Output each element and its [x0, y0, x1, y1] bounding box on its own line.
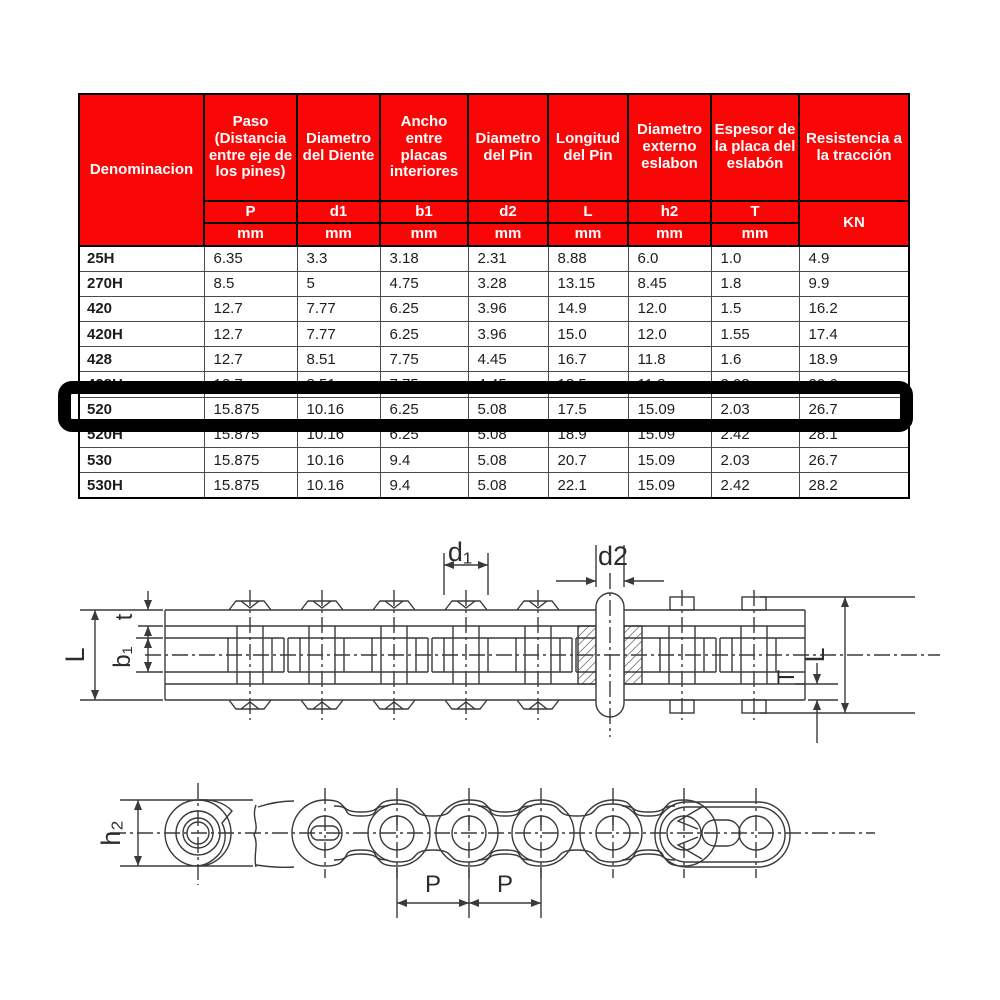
symbol-h2: h2	[628, 201, 711, 223]
dim-label-t: t	[111, 613, 138, 621]
table-body	[79, 246, 909, 498]
value-cell: 5.08	[468, 397, 548, 422]
chain-top-view-diagram	[60, 535, 980, 770]
value-cell: 2.03	[711, 372, 799, 397]
value-cell: 1.5	[711, 296, 799, 321]
value-cell: 15.875	[204, 397, 297, 422]
chain-side-view-diagram	[80, 763, 920, 978]
header-ancho-placas: Ancho entre placas interiores	[380, 94, 468, 201]
table-row	[79, 322, 909, 347]
value-cell: 15.875	[204, 422, 297, 447]
value-cell: 15.0	[548, 322, 628, 347]
value-cell: 6.25	[380, 322, 468, 347]
dim-label-d1: d₁	[447, 537, 473, 567]
value-cell: 28.2	[799, 473, 909, 498]
value-cell: 5.08	[468, 448, 548, 473]
value-cell: 18.9	[548, 422, 628, 447]
value-cell: 6.25	[380, 397, 468, 422]
value-cell: 15.09	[628, 422, 711, 447]
row-name-cell: 530	[79, 448, 204, 473]
symbol-b1: b1	[380, 201, 468, 223]
table-row	[79, 246, 909, 271]
value-cell: 2.42	[711, 422, 799, 447]
value-cell: 2.03	[711, 448, 799, 473]
value-cell: 12.7	[204, 372, 297, 397]
value-cell: 6.25	[380, 422, 468, 447]
symbol-T: T	[711, 201, 799, 223]
dim-label-T: T	[773, 669, 800, 685]
dim-label-h2: h₂	[96, 820, 126, 846]
value-cell: 6.35	[204, 246, 297, 271]
value-cell: 4.9	[799, 246, 909, 271]
row-name-cell: 530H	[79, 473, 204, 498]
header-diametro-pin: Diametro del Pin	[468, 94, 548, 201]
unit-mm: mm	[711, 223, 799, 246]
dim-label-L-right: L	[800, 647, 830, 663]
value-cell: 2.31	[468, 246, 548, 271]
unit-mm: mm	[468, 223, 548, 246]
value-cell: 16.2	[799, 296, 909, 321]
value-cell: 12.7	[204, 322, 297, 347]
value-cell: 8.88	[548, 246, 628, 271]
value-cell: 6.25	[380, 296, 468, 321]
dim-label-b1: b₁	[109, 646, 136, 668]
dim-label-L-left: L	[60, 647, 90, 663]
header-denominacion: Denominacion	[79, 94, 204, 246]
value-cell: 17.4	[799, 322, 909, 347]
value-cell: 20.6	[799, 372, 909, 397]
value-cell: 9.9	[799, 271, 909, 296]
spec-table	[78, 93, 910, 499]
value-cell: 8.45	[628, 271, 711, 296]
symbol-P: P	[204, 201, 297, 223]
table-row	[79, 347, 909, 372]
unit-mm: mm	[297, 223, 380, 246]
row-name-cell: 520H	[79, 422, 204, 447]
symbol-KN: KN	[799, 201, 909, 246]
header-paso: Paso (Distancia entre eje de los pines)	[204, 94, 297, 201]
value-cell: 9.4	[380, 448, 468, 473]
value-cell: 6.0	[628, 246, 711, 271]
symbol-L: L	[548, 201, 628, 223]
unit-mm: mm	[628, 223, 711, 246]
row-name-cell: 420H	[79, 322, 204, 347]
value-cell: 8.5	[204, 271, 297, 296]
value-cell: 22.1	[548, 473, 628, 498]
value-cell: 10.16	[297, 448, 380, 473]
value-cell: 10.16	[297, 422, 380, 447]
value-cell: 1.55	[711, 322, 799, 347]
header-resistencia: Resistencia a la tracción	[799, 94, 909, 201]
value-cell: 1.0	[711, 246, 799, 271]
value-cell: 11.8	[628, 372, 711, 397]
symbol-d1: d1	[297, 201, 380, 223]
dim-label-d2: d2	[597, 541, 629, 571]
row-name-cell: 428H	[79, 372, 204, 397]
value-cell: 17.5	[548, 397, 628, 422]
value-cell: 7.77	[297, 296, 380, 321]
value-cell: 15.875	[204, 473, 297, 498]
value-cell: 2.03	[711, 397, 799, 422]
value-cell: 10.16	[297, 397, 380, 422]
value-cell: 7.77	[297, 322, 380, 347]
value-cell: 4.45	[468, 372, 548, 397]
value-cell: 26.7	[799, 397, 909, 422]
value-cell: 5.08	[468, 422, 548, 447]
highlight-box-row-520	[58, 381, 913, 432]
value-cell: 1.8	[711, 271, 799, 296]
dim-label-P2: P	[496, 871, 514, 898]
value-cell: 5.08	[468, 473, 548, 498]
value-cell: 20.7	[548, 448, 628, 473]
value-cell: 4.75	[380, 271, 468, 296]
value-cell: 18.9	[799, 347, 909, 372]
value-cell: 18.5	[548, 372, 628, 397]
value-cell: 8.51	[297, 347, 380, 372]
value-cell: 15.09	[628, 473, 711, 498]
value-cell: 4.45	[468, 347, 548, 372]
value-cell: 16.7	[548, 347, 628, 372]
value-cell: 11.8	[628, 347, 711, 372]
value-cell: 28.1	[799, 422, 909, 447]
header-espesor-placa: Espesor de la placa del eslabón	[711, 94, 799, 201]
value-cell: 8.51	[297, 372, 380, 397]
value-cell: 3.18	[380, 246, 468, 271]
value-cell: 12.0	[628, 296, 711, 321]
row-name-cell: 428	[79, 347, 204, 372]
value-cell: 26.7	[799, 448, 909, 473]
table-row	[79, 448, 909, 473]
header-diametro-externo: Diametro externo eslabon	[628, 94, 711, 201]
value-cell: 12.0	[628, 322, 711, 347]
row-name-cell: 420	[79, 296, 204, 321]
unit-mm: mm	[380, 223, 468, 246]
header-longitud-pin: Longitud del Pin	[548, 94, 628, 201]
dim-label-P1: P	[424, 871, 442, 898]
value-cell: 15.09	[628, 448, 711, 473]
value-cell: 3.28	[468, 271, 548, 296]
value-cell: 7.75	[380, 347, 468, 372]
value-cell: 2.42	[711, 473, 799, 498]
value-cell: 12.7	[204, 296, 297, 321]
row-name-cell: 25H	[79, 246, 204, 271]
value-cell: 9.4	[380, 473, 468, 498]
header-diametro-diente: Diametro del Diente	[297, 94, 380, 201]
table-row	[79, 473, 909, 498]
value-cell: 7.75	[380, 372, 468, 397]
value-cell: 15.09	[628, 397, 711, 422]
value-cell: 1.6	[711, 347, 799, 372]
value-cell: 12.7	[204, 347, 297, 372]
table-row	[79, 271, 909, 296]
value-cell: 3.3	[297, 246, 380, 271]
table-header	[79, 94, 909, 246]
row-name-cell: 520	[79, 397, 204, 422]
value-cell: 13.15	[548, 271, 628, 296]
value-cell: 3.96	[468, 296, 548, 321]
value-cell: 5	[297, 271, 380, 296]
row-name-cell: 270H	[79, 271, 204, 296]
value-cell: 3.96	[468, 322, 548, 347]
unit-mm: mm	[548, 223, 628, 246]
value-cell: 10.16	[297, 473, 380, 498]
value-cell: 14.9	[548, 296, 628, 321]
unit-mm: mm	[204, 223, 297, 246]
symbol-d2: d2	[468, 201, 548, 223]
table-row	[79, 296, 909, 321]
value-cell: 15.875	[204, 448, 297, 473]
